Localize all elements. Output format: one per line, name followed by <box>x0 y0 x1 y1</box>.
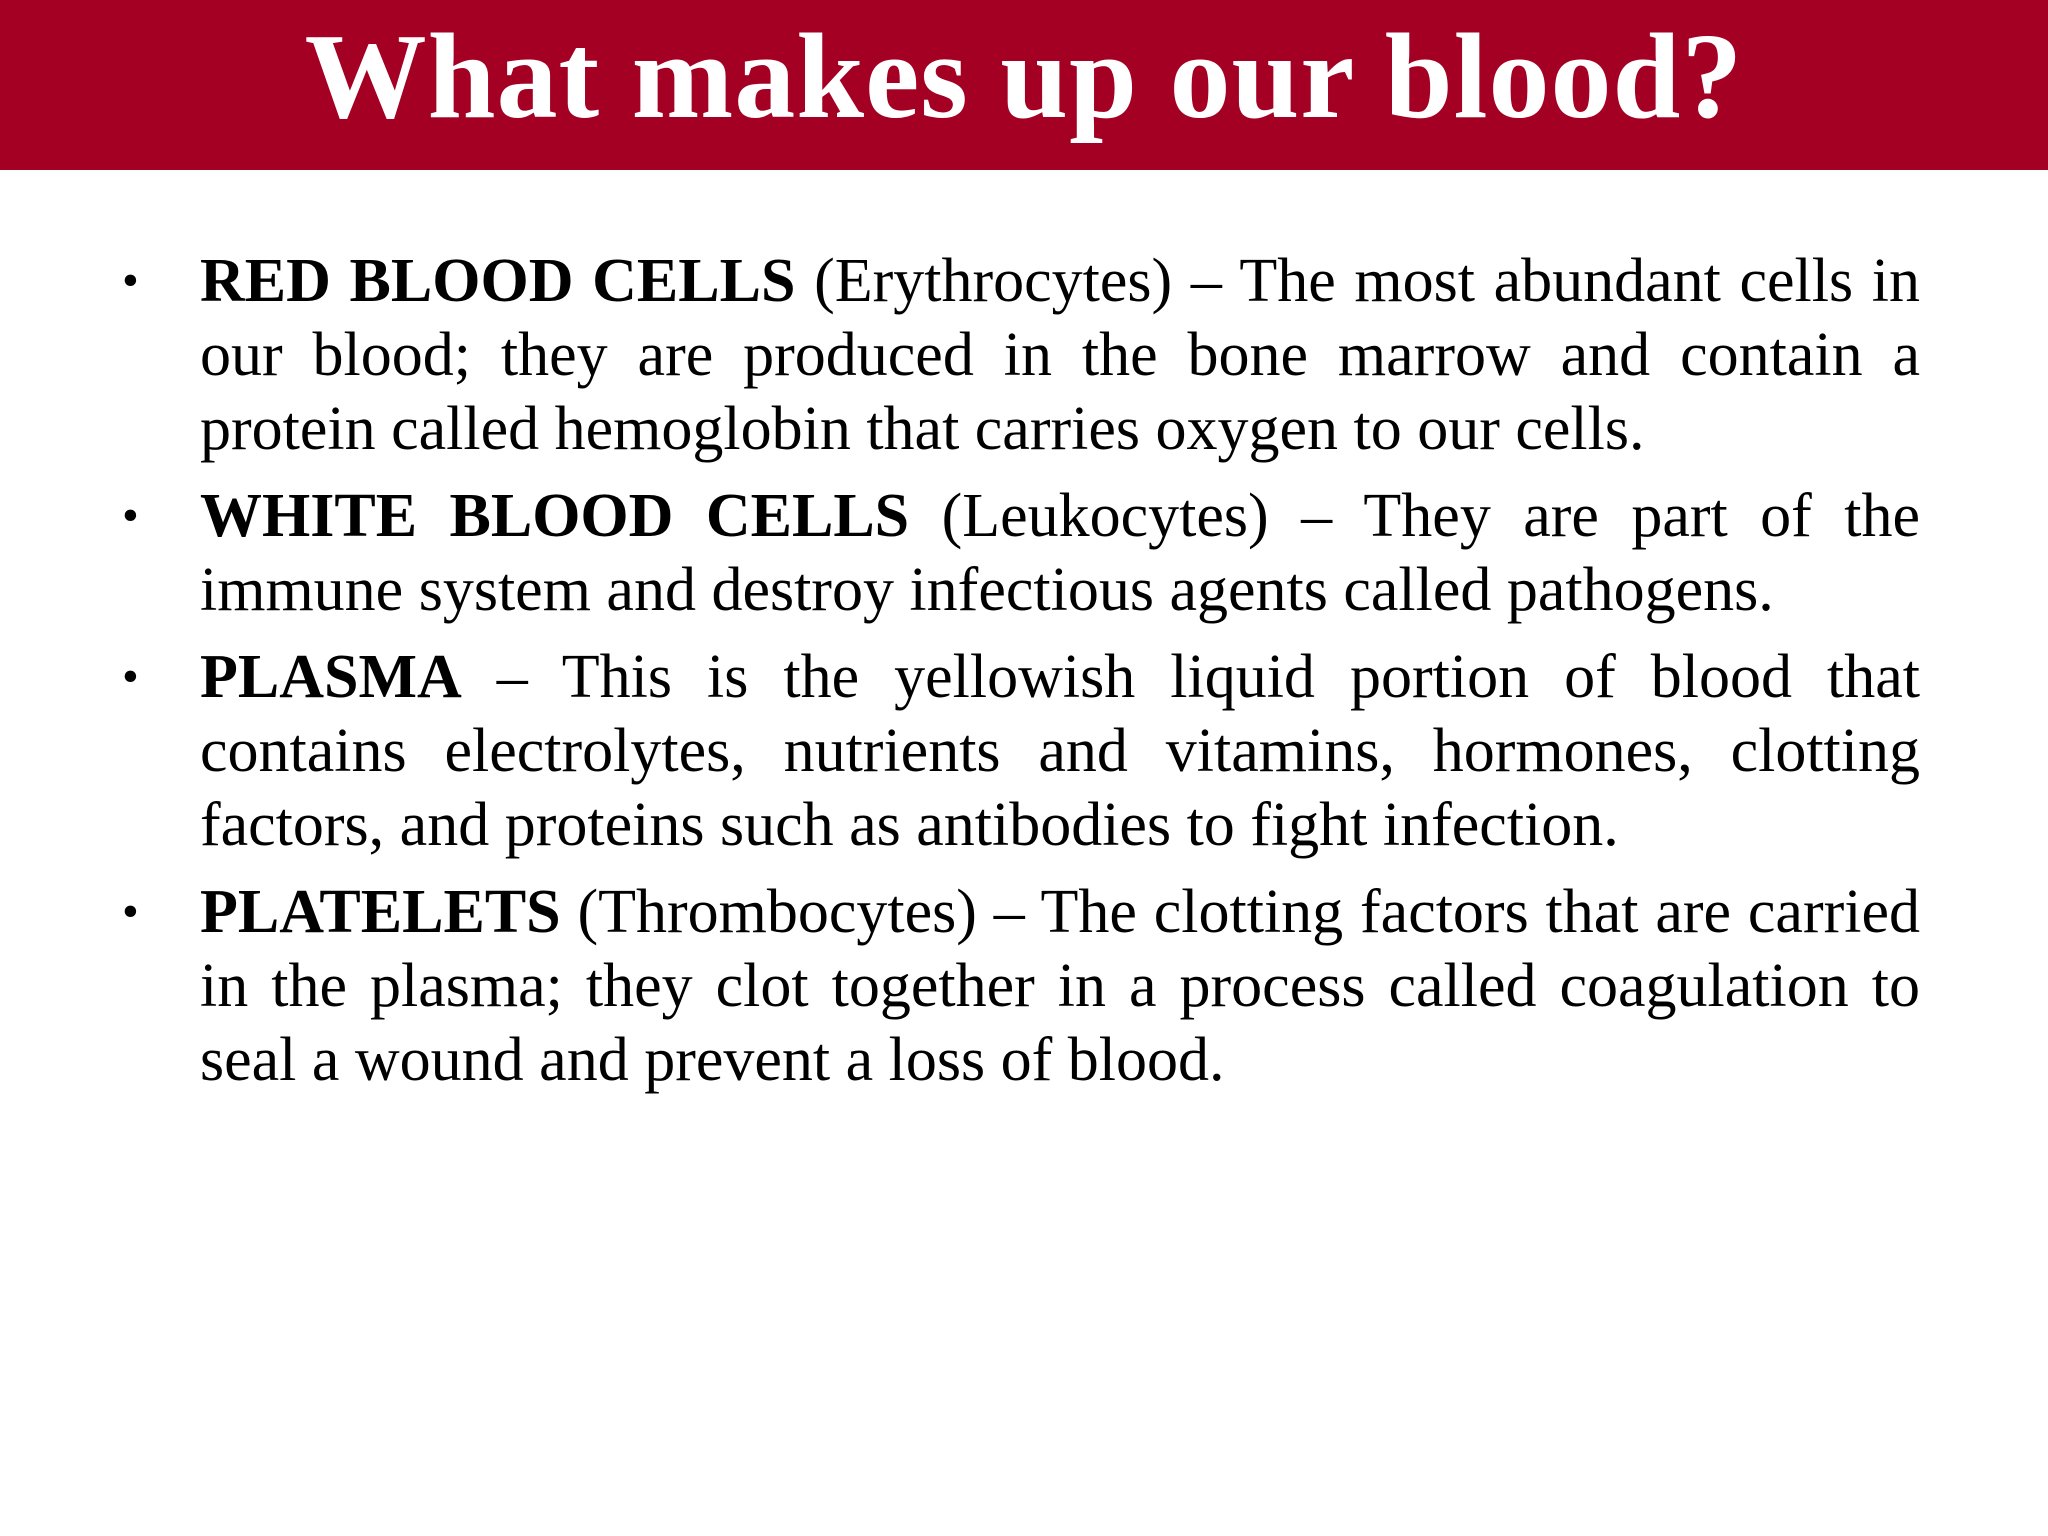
bullet-description: – The most abundant cells in our blood; they are produced in the bone marrow and contain a protein called hemoglobin that carries oxygen to our cells. <box>200 247 1920 463</box>
bullet-icon: • <box>122 254 139 307</box>
slide-title: What makes up our blood? <box>304 9 1744 144</box>
title-bar <box>0 0 2048 170</box>
bullet-alt-name: (Erythrocytes) <box>795 247 1173 315</box>
bullet-platelets <box>120 875 1920 1097</box>
bullet-white-blood-cells <box>120 479 1920 627</box>
bullet-term: PLASMA <box>200 643 462 711</box>
bullet-icon: • <box>122 489 139 542</box>
bullet-list <box>120 244 1920 1110</box>
bullet-alt-name: (Thrombocytes) <box>560 878 977 946</box>
bullet-term: WHITE BLOOD CELLS <box>200 482 910 550</box>
bullet-red-blood-cells <box>120 244 1920 466</box>
bullet-description: – The clotting factors that are carried in the plasma; they clot together in a process called coagulation to seal a wound and prevent a loss of blood. <box>200 878 1920 1094</box>
bullet-description: – They are part of the immune system and destroy infectious agents called pathogens. <box>200 482 1920 624</box>
bullet-icon: • <box>122 650 139 703</box>
bullet-term: PLATELETS <box>200 878 561 946</box>
bullet-term: RED BLOOD CELLS <box>200 247 796 315</box>
bullet-description: – This is the yellowish liquid portion of blood that contains electrolytes, nutrients and vitamins, hormones, clotting factors, and proteins such as antibodies to fight infection. <box>200 643 1920 859</box>
bullet-alt-name: (Leukocytes) <box>909 482 1269 550</box>
bullet-plasma <box>120 640 1920 862</box>
bullet-icon: • <box>122 885 139 938</box>
